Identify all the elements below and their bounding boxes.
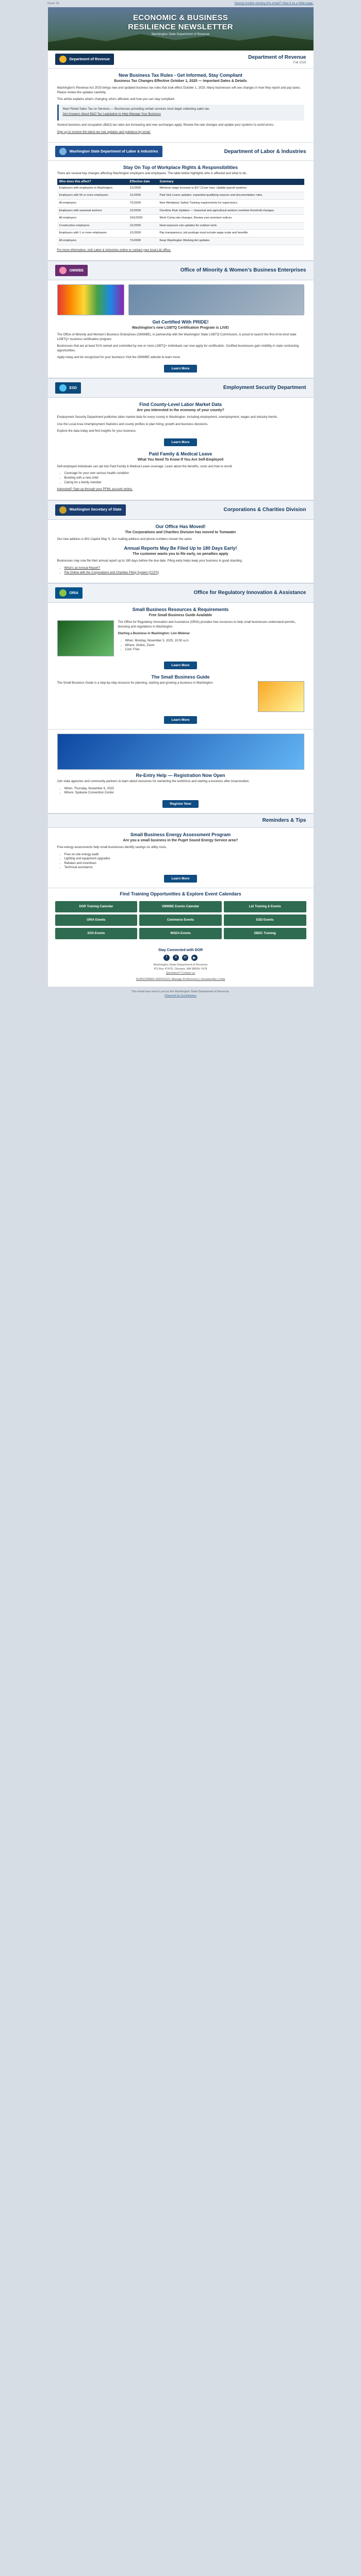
webinar-heading: Starting a Business in Washington: Live Webinar (118, 632, 190, 636)
cell: Employers with seasonal workers (57, 207, 128, 215)
dor-logo[interactable] (55, 54, 114, 65)
lni-article (48, 161, 314, 261)
esd-article (48, 398, 314, 500)
cell: Employers with 1 or more employees (57, 230, 128, 238)
footer-l2: PO Box 47478, Olympia, WA 98504-7478 (154, 967, 207, 971)
tax-p2: This article explains what's changing, who's affected, and how you can stay compliant. (57, 98, 175, 101)
orb-article (48, 603, 314, 730)
list-item: • When: Thursday, November 6, 2025 (64, 787, 304, 791)
hero-banner (48, 7, 314, 50)
orb-band (48, 583, 314, 603)
orb-subtitle: Free Small Business Guide Available (149, 614, 212, 618)
lni-logo-text: Washington State Department of Labor & Industries (69, 149, 158, 154)
sos-logo[interactable] (55, 504, 126, 516)
esd-logo[interactable] (55, 382, 81, 394)
linkedin-icon[interactable]: in (182, 955, 188, 961)
esd-subtitle: Are you interested in the economy of your county? (137, 409, 224, 413)
sos-p1: Our new address is 801 Capitol Way S. Our mailing address and phone numbers remain the same. (57, 537, 193, 541)
esd-p1: Employment Security Department publishes labor market data for every county in Washington, including employment, unemployment, wages and industry trends. (57, 416, 278, 419)
cell: 7/1/2026 (127, 199, 157, 207)
cell: 1/1/2026 (127, 230, 157, 238)
event-article (48, 730, 314, 814)
certified-with-pride-image (57, 284, 124, 315)
oria-seal-icon (59, 589, 67, 597)
govdelivery-link[interactable]: Powered by GovDelivery (165, 994, 196, 997)
reminders-band (48, 814, 314, 828)
youtube-icon[interactable]: ▶ (191, 955, 198, 961)
tax-callout2-link[interactable]: Get Answers About B&O Tax Legislation to Help Manage Your Business (62, 113, 161, 116)
cell: New Workplace Safety Training requirements for supervisors. (157, 199, 304, 207)
table-row (57, 222, 304, 230)
energy-p: Free energy assessments help small businesses identify savings on utility costs. (57, 845, 167, 849)
esd-section-title: Employment Security Department (223, 385, 306, 391)
ccfs-link[interactable]: • File Online with the Corporations and Charities Filing System (CCFS) (64, 571, 304, 575)
cell: Construction employers (57, 222, 128, 230)
sos-logo-text: Washington Secretary of State (69, 508, 122, 512)
webinar-learn-more-button[interactable]: Learn More (164, 662, 196, 669)
omwbe-p3: Apply today and be recognized for your business! Visit the OMWBE website to learn more. (57, 356, 181, 360)
omwbe-seal-icon (59, 267, 67, 274)
omwbe-logo[interactable] (55, 265, 88, 276)
title-line1: ECONOMIC & BUSINESS (133, 13, 228, 22)
guide-learn-more-button[interactable]: Learn More (164, 716, 196, 724)
omwbe-p1: The Office of Minority and Women's Business Enterprises (OMWBE), in partnership with the Washington State LGBTQ Commission, is proud to launch the first-of-its-kind state LGBTQ+ business certification program. (57, 333, 297, 341)
omwbe-logo-text: OMWBE (69, 268, 84, 273)
table-row (57, 207, 304, 215)
calendar-link[interactable]: SBDC Training (224, 928, 306, 939)
energy-subtitle: Are you a small business in the Puget Sound Energy Service area? (123, 838, 238, 842)
legal-line1: This email was sent to you by the Washington State Department of Revenue. (131, 990, 230, 993)
tax-p3: Several business and occupation (B&O) tax rates are increasing and new surcharges apply. Review the rate changes and update your systems to avoid errors. (57, 123, 274, 127)
orb-title: Small Business Resources & Requirements (132, 607, 229, 613)
cell: Keep Washington Working Act updates. (157, 237, 304, 245)
webinar-image (57, 620, 114, 656)
lni-section-title: Department of Labor & Industries (224, 148, 306, 155)
list-item: • Technical assistance (64, 866, 304, 870)
register-now-button[interactable]: Register Now (162, 800, 199, 808)
table-row (57, 230, 304, 238)
esd-p2: Use the Local Area Unemployment Statistics and county profiles to plan hiring, growth and business decisions. (57, 422, 208, 426)
lni-header (48, 143, 314, 161)
annual-report-subtitle: The customer wants you to file early, no penalties apply (133, 552, 228, 556)
cell: Minimum wage increase to $17.13 per hour. Update payroll systems. (157, 185, 304, 192)
tax-article (48, 69, 314, 143)
pfml-title: Paid Family & Medical Leave (149, 451, 212, 456)
table-row (57, 192, 304, 200)
list-item: • Cost: Free (125, 648, 304, 652)
list-item: • When: Monday, November 3, 2025, 10:00 a.m. (125, 639, 304, 643)
subscriber-services-links[interactable]: SUBSCRIBER SERVICES: Manage Preferences | Unsubscribe | Help (136, 977, 225, 981)
cell: 7/1/2026 (127, 237, 157, 245)
table-row (57, 185, 304, 192)
tax-signup-link[interactable]: Sign up to receive the latest tax rule updates and guidance by email. (57, 130, 151, 134)
table-row (57, 215, 304, 223)
sos-section-title: Corporations & Charities Division (223, 506, 306, 513)
orb-section-title: Office for Regulatory Innovation & Assistance (193, 590, 306, 596)
view-web-link[interactable]: Having trouble viewing this email? View it as a Web page. (234, 2, 314, 5)
cell: Work Comp rate changes. Review your premium notices. (157, 215, 304, 223)
sos-title: Our Office Has Moved! (155, 523, 206, 529)
connect-title: Stay Connected with DOR (158, 948, 203, 952)
pfml-p: Self-employed individuals can opt into Paid Family & Medical Leave coverage. Learn about the benefits, costs and how to enroll. (57, 465, 233, 468)
calendar-link[interactable]: L&I Training & Events (224, 901, 306, 912)
event-details (64, 787, 304, 795)
x-icon[interactable]: X (173, 955, 179, 961)
annual-report-title: Annual Reports May Be Filed Up to 180 Days Early! (124, 546, 237, 551)
table-row (57, 237, 304, 245)
tax-callout (57, 105, 304, 121)
facebook-icon[interactable]: f (163, 955, 170, 961)
omwbe-subtitle: Washington's new LGBTQ Certification Program is LIVE! (132, 326, 229, 330)
calendar-link[interactable]: Commerce Events (139, 914, 222, 926)
calendar-link[interactable]: ORIA Events (55, 914, 138, 926)
omwbe-learn-more-button[interactable]: Learn More (164, 365, 196, 372)
list-item: • Coverage for your own serious health condition (64, 471, 304, 476)
sos-links (64, 566, 304, 575)
cell: 1/1/2026 (127, 222, 157, 230)
list-item: • Bonding with a new child (64, 476, 304, 481)
esd-band (48, 378, 314, 398)
oria-logo[interactable] (55, 587, 83, 599)
list-item: • Caring for a family member (64, 481, 304, 485)
dor-header (48, 50, 314, 69)
cell: Employers with 50 or more employees (57, 192, 128, 200)
tax-title: New Business Tax Rules - Get Informed, Stay Compliant (119, 73, 242, 78)
small-business-guide-image (258, 681, 304, 712)
webinar-row (57, 620, 304, 656)
cell: Heat exposure rule updates for outdoor work. (157, 222, 304, 230)
title-line2: RESILIENCE NEWSLETTER (128, 23, 233, 31)
sos-band (48, 500, 314, 520)
issue-date: Fall 2025 (293, 61, 306, 64)
pfml-subtitle: What You Need To Know If You Are Self-Employed (137, 457, 224, 462)
reminders-section-title: Reminders & Tips (262, 817, 306, 823)
footer-l1: Washington State Department of Revenue (153, 963, 208, 967)
annual-report-p: Businesses may now file their annual report up to 180 days before the due date. Filing early helps keep your business in good standing. (57, 560, 243, 563)
issue-label: Issue 16 (47, 2, 59, 5)
energy-list (64, 853, 304, 870)
cell: All employers (57, 199, 128, 207)
tax-subtitle: Business Tax Changes Effective October 1, 2025 — Important Dates & Details (114, 79, 247, 83)
newsletter-title (48, 13, 314, 32)
newsletter (48, 7, 314, 987)
lni-th-date: Effective date (127, 179, 157, 185)
pride-event-photo (128, 284, 304, 315)
esd-learn-more-button[interactable]: Learn More (164, 438, 196, 446)
cell: Overtime Rule Updates — Seasonal and agricultural workers overtime threshold changes. (157, 207, 304, 215)
cell: Pay transparency: job postings must include wage scale and benefits. (157, 230, 304, 238)
omwbe-section-title: Office of Minority & Women's Business Enterprises (180, 267, 306, 274)
esd-seal-icon (59, 384, 67, 392)
pride-row (57, 284, 304, 315)
cell: All employers (57, 237, 128, 245)
contact-link[interactable]: Questions? Contact us (166, 971, 195, 975)
table-row (57, 199, 304, 207)
cell: 1/1/2026 (127, 192, 157, 200)
list-item: • Rebates and incentives (64, 861, 304, 866)
calendar-link[interactable]: DOR Training Calendar (55, 901, 138, 912)
sos-subtitle: The Corporations and Charities Division has moved to Tumwater (125, 530, 236, 534)
calendar-link[interactable]: OMWBE Events Calendar (139, 901, 222, 912)
omwbe-p2: Businesses that are at least 51% owned and controlled by one or more LGBTQ+ individuals can now apply for certification. Certified businesses gain visibility in state contracting opportunities. (57, 345, 299, 352)
tax-callout1: New! Retail Sales Tax on Services — Businesses providing certain services must begin collecting sales tax. (62, 107, 210, 111)
guide-title: The Small Business Guide (151, 674, 210, 680)
lni-title: Stay On Top of Workplace Rights & Responsibilities (123, 165, 238, 171)
esd-logo-text: ESD (69, 386, 77, 390)
sos-seal-icon (59, 506, 67, 514)
hero-subtitle: Washington State Department of Revenue (151, 33, 210, 36)
email-topbar (0, 0, 361, 7)
footer (48, 943, 314, 987)
lni-th-summary: Summary (157, 179, 304, 185)
oria-logo-text: ORIA (69, 591, 78, 595)
esd-p3: Explore the data today and find insights for your business. (57, 430, 137, 433)
list-item: • Where: Online, Zoom (125, 643, 304, 648)
lni-th-who: Who does this affect? (57, 179, 128, 185)
cell: All employers (57, 215, 128, 223)
webinar-details (125, 639, 304, 652)
dor-seal-icon (59, 56, 67, 63)
pfml-list (64, 471, 304, 485)
annual-report-link[interactable]: • What's an Annual Report? (64, 566, 304, 571)
cell: 10/1/2025 (127, 215, 157, 223)
cell: 1/1/2026 (127, 207, 157, 215)
reminders-article (48, 828, 314, 888)
pfml-signup-link[interactable]: Interested? Sign up through your PFML account online. (57, 488, 133, 492)
guide-row (57, 681, 304, 712)
omwbe-article (48, 280, 314, 378)
energy-title: Small Business Energy Assessment Program (130, 832, 231, 837)
list-item: • Lighting and equipment upgrades (64, 857, 304, 861)
calendars-title: Find Training Opportunities & Explore Event Calendars (120, 891, 241, 896)
omwbe-band (48, 261, 314, 280)
sos-article (48, 520, 314, 583)
omwbe-title: Get Certified With PRIDE! (152, 319, 209, 325)
cell: Employers with employees in Washington (57, 185, 128, 192)
dor-section-title: Department of Revenue (248, 54, 306, 60)
calendar-link[interactable]: ESD Events (224, 914, 306, 926)
cell: 1/1/2026 (127, 185, 157, 192)
list-item: • Where: Spokane Convention Center (64, 791, 304, 795)
event-title: Re-Entry Help — Registration Now Open (136, 773, 225, 778)
event-banner-image (57, 734, 304, 770)
social-links (55, 955, 306, 961)
lni-logo[interactable] (55, 146, 162, 157)
lni-table (57, 179, 304, 245)
esd-title: Find County-Level Labor Market Data (139, 402, 222, 408)
calendar-grid (48, 899, 314, 943)
dor-logo-text: Department of Revenue (69, 57, 110, 61)
tax-p1: Washington's Revenue Act 2025 brings new and updated business tax rules that took effect October 1, 2025. Many businesses will see changes in how they report and pay taxes. Please review the updates carefully. (57, 87, 301, 94)
legal-footer (0, 987, 361, 1001)
energy-learn-more-button[interactable]: Learn More (164, 875, 196, 883)
list-item: • Free on-site energy audit (64, 853, 304, 857)
calendar-link[interactable]: SOS Events (55, 928, 138, 939)
orb-p1: The Office for Regulatory Innovation and Assistance (ORIA) provides free resources to help small businesses understand permits, licensing and regulations in Washington. (118, 621, 296, 629)
lni-intro: There are several key changes affecting Washington employers and employees. The table below highlights who is affected and what to do. (57, 172, 247, 176)
guide-p: The Small Business Guide is a step-by-step resource for planning, starting and growing a business in Washington. (57, 682, 214, 685)
cell: Paid Sick Leave updates: expanded qualifying reasons and documentation rules. (157, 192, 304, 200)
calendar-link[interactable]: WSDA Events (139, 928, 222, 939)
lni-table-header (57, 179, 304, 185)
lni-seal-icon (59, 148, 67, 155)
lni-note-link[interactable]: For more information, visit Labor & Industries online or contact your local L&I office. (57, 248, 171, 252)
event-p1: Join state agencies and community partners to learn about resources for reentering the workforce and starting a business after incarceration. (57, 780, 250, 784)
calendars-section (48, 888, 314, 943)
